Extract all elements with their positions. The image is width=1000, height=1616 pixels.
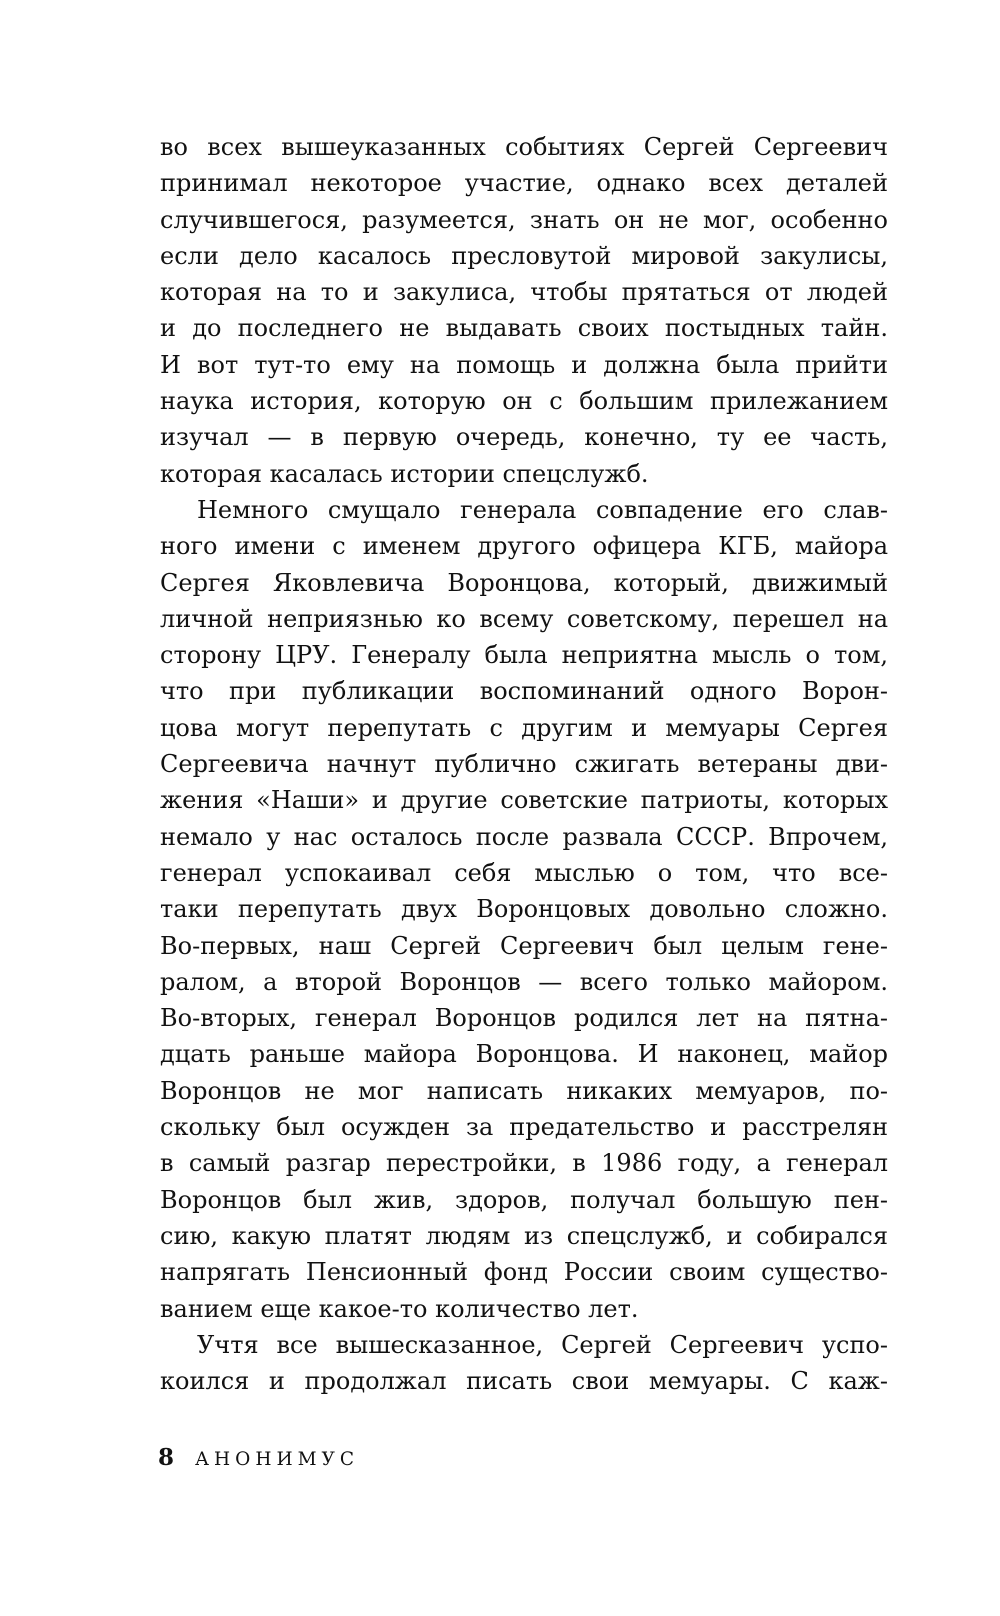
text-line: Сергея Яковлевича Воронцова, который, движимый: [160, 568, 888, 597]
text-line: И вот тут-то ему на помощь и должна была прийти: [160, 350, 888, 379]
page-text: [160, 129, 888, 1399]
paragraph: [160, 129, 888, 492]
page-number: 8: [158, 1444, 175, 1471]
paragraph: [160, 1327, 888, 1400]
text-line: ралом, а второй Воронцов — всего только майором.: [160, 967, 888, 996]
text-line: которая касалась истории спецслужб.: [160, 459, 649, 488]
text-line: Немного смущало генерала совпадение его слав-: [197, 495, 888, 524]
text-line: что при публикации воспоминаний одного Ворон-: [160, 677, 888, 706]
text-line: цова могут перепутать с другим и мемуары Сергея: [160, 713, 888, 742]
text-line: личной неприязнью ко всему советскому, перешел на: [160, 604, 888, 633]
text-line: изучал — в первую очередь, конечно, ту ее часть,: [160, 423, 888, 452]
text-line: если дело касалось пресловутой мировой закулисы,: [160, 241, 888, 270]
text-line: Во-вторых, генерал Воронцов родился лет на пятна-: [160, 1004, 888, 1033]
text-line: принимал некоторое участие, однако всех деталей: [160, 169, 888, 198]
running-header-author: АНОНИМУС: [195, 1449, 360, 1470]
text-line: скольку был осужден за предательство и расстрелян: [160, 1113, 888, 1142]
text-line: и до последнего не выдавать своих постыдных тайн.: [160, 314, 888, 343]
text-line: сторону ЦРУ. Генералу была неприятна мысль о том,: [160, 641, 888, 670]
text-line: которая на то и закулиса, чтобы прятаться от людей: [160, 278, 888, 307]
text-line: ванием еще какое-то количество лет.: [160, 1294, 639, 1323]
text-line: напрягать Пенсионный фонд России своим существо-: [160, 1258, 888, 1287]
text-line: случившегося, разумеется, знать он не мог, особенно: [160, 205, 888, 234]
text-line: жения «Наши» и другие советские патриоты, которых: [160, 786, 888, 815]
text-line: наука история, которую он с большим прилежанием: [160, 387, 888, 416]
paragraph: [160, 492, 888, 1327]
text-line: Сергеевича начнут публично сжигать ветераны дви-: [160, 750, 888, 779]
text-line: дцать раньше майора Воронцова. И наконец, майор: [160, 1040, 888, 1069]
text-line: в самый разгар перестройки, в 1986 году, а генерал: [160, 1149, 888, 1178]
text-line: во всех вышеуказанных событиях Сергей Сергеевич: [160, 133, 888, 161]
text-line: Во-первых, наш Сергей Сергеевич был целым гене-: [160, 931, 888, 960]
text-line: генерал успокаивал себя мыслью о том, что все-: [160, 858, 888, 887]
text-line: сию, какую платят людям из спецслужб, и собирался: [160, 1221, 888, 1250]
text-line: Учтя все вышесказанное, Сергей Сергеевич успо-: [197, 1330, 888, 1359]
text-line: коился и продолжал писать свои мемуары. С каж-: [160, 1367, 888, 1396]
text-line: Воронцов не мог написать никаких мемуаров, по-: [160, 1076, 888, 1105]
text-line: немало у нас осталось после развала СССР. Впрочем,: [160, 822, 888, 851]
page-footer: [158, 1446, 359, 1470]
text-line: Воронцов был жив, здоров, получал большую пен-: [160, 1185, 888, 1214]
text-line: таки перепутать двух Воронцовых довольно сложно.: [160, 895, 888, 924]
text-line: ного имени с именем другого офицера КГБ, майора: [160, 532, 888, 561]
